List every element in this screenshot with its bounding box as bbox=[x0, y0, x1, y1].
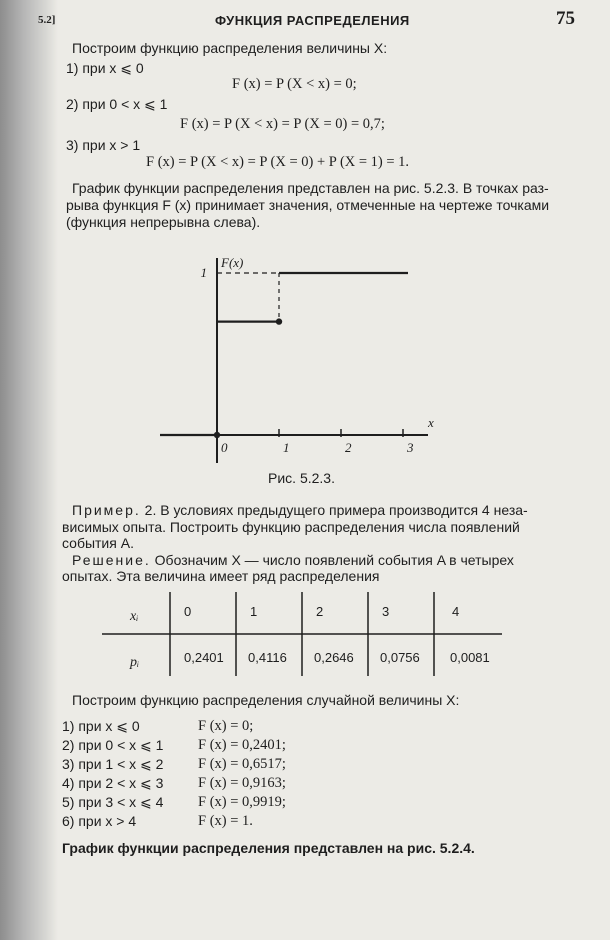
x-tick-label-3: 3 bbox=[407, 440, 414, 455]
example-line-2: висимых опыта. Построить функцию распределения числа появлений bbox=[62, 519, 520, 535]
table-p-0: 0,2401 bbox=[184, 650, 224, 665]
case-list-label-6: 6) при x > 4 bbox=[62, 813, 137, 829]
case-list-label-4: 4) при 2 < x ⩽ 3 bbox=[62, 775, 164, 791]
example-line-1: 2. В условиях предыдущего примера производится 4 неза- bbox=[144, 502, 528, 518]
case3-label: 3) при x > 1 bbox=[66, 137, 141, 153]
paragraph-line-1: График функции распределения представлен на рис. 5.2.3. В точках раз- bbox=[72, 180, 549, 196]
paragraph-line-2: рыва функция F (x) принимает значения, отмеченные на чертеже точками bbox=[66, 197, 550, 213]
closing-sentence: График функции распределения представлен на рис. 5.2.4. bbox=[62, 840, 475, 856]
section-number: 5.2] bbox=[38, 14, 56, 26]
x-tick-label-0: 0 bbox=[221, 440, 228, 455]
case-list-formula-4: F (x) = 0,9163; bbox=[198, 775, 286, 791]
table-x-4: 4 bbox=[452, 604, 460, 619]
case2-label: 2) при 0 < x ⩽ 1 bbox=[66, 96, 168, 112]
table-p-2: 0,2646 bbox=[314, 650, 354, 665]
table-p-3: 0,0756 bbox=[380, 650, 420, 665]
x-tick-label-2: 2 bbox=[345, 440, 352, 455]
solution-line-2: опытах. Эта величина имеет ряд распределения bbox=[62, 568, 380, 584]
y-tick-label-0: 1 bbox=[200, 265, 207, 280]
case-list-formula-2: F (x) = 0,2401; bbox=[198, 737, 286, 753]
case-list-label-2: 2) при 0 < x ⩽ 1 bbox=[62, 737, 164, 753]
table-x-3: 3 bbox=[382, 604, 390, 619]
table-x-0: 0 bbox=[184, 604, 192, 619]
case-list-label-1: 1) при x ⩽ 0 bbox=[62, 718, 140, 734]
case3-formula: F (x) = P (X < x) = P (X = 0) + P (X = 1) = 1. bbox=[146, 154, 410, 170]
marked-point-1 bbox=[276, 318, 282, 324]
paragraph-line-3: (функция непрерывна слева). bbox=[66, 214, 261, 230]
case2-formula: F (x) = P (X < x) = P (X = 0) = 0,7; bbox=[180, 116, 385, 132]
table-p-4: 0,0081 bbox=[450, 650, 490, 665]
y-axis-label: F(x) bbox=[221, 255, 244, 270]
distribution-table bbox=[100, 586, 520, 686]
page-number: 75 bbox=[556, 8, 575, 29]
book-spine-shadow bbox=[0, 0, 58, 940]
distribution-chart bbox=[160, 248, 450, 468]
case-list-label-3: 3) при 1 < x ⩽ 2 bbox=[62, 756, 164, 772]
case1-label: 1) при x ⩽ 0 bbox=[66, 60, 144, 76]
table-x-1: 1 bbox=[250, 604, 258, 619]
running-title: ФУНКЦИЯ РАСПРЕДЕЛЕНИЯ bbox=[215, 13, 410, 28]
solution-paragraph bbox=[72, 552, 514, 568]
table-header-x: xᵢ bbox=[130, 609, 139, 624]
case-list-formula-3: F (x) = 0,6517; bbox=[198, 756, 286, 772]
example-paragraph bbox=[72, 502, 528, 518]
part1-intro: Построим функцию распределения величины X: bbox=[72, 40, 388, 56]
figure-caption: Рис. 5.2.3. bbox=[268, 470, 335, 486]
marked-point-0 bbox=[214, 432, 220, 438]
case-list-label-5: 5) при 3 < x ⩽ 4 bbox=[62, 794, 164, 810]
solution-label: Решение. bbox=[72, 552, 151, 568]
chart-root bbox=[160, 255, 434, 463]
solution-line-1: Обозначим X — число появлений события A в четырех bbox=[154, 552, 514, 568]
x-axis-label: x bbox=[428, 415, 434, 430]
example-label: Пример. bbox=[72, 502, 141, 518]
part3-intro: Построим функцию распределения случайной величины X: bbox=[72, 692, 460, 708]
case-list-formula-6: F (x) = 1. bbox=[198, 813, 253, 829]
table-x-2: 2 bbox=[316, 604, 324, 619]
table-p-1: 0,4116 bbox=[248, 650, 287, 665]
case-list-formula-1: F (x) = 0; bbox=[198, 718, 254, 734]
example-line-3: события A. bbox=[62, 535, 134, 551]
case-list-formula-5: F (x) = 0,9919; bbox=[198, 794, 286, 810]
table-header-p: pᵢ bbox=[130, 655, 140, 670]
case1-formula: F (x) = P (X < x) = 0; bbox=[232, 76, 357, 92]
x-tick-label-1: 1 bbox=[283, 440, 290, 455]
